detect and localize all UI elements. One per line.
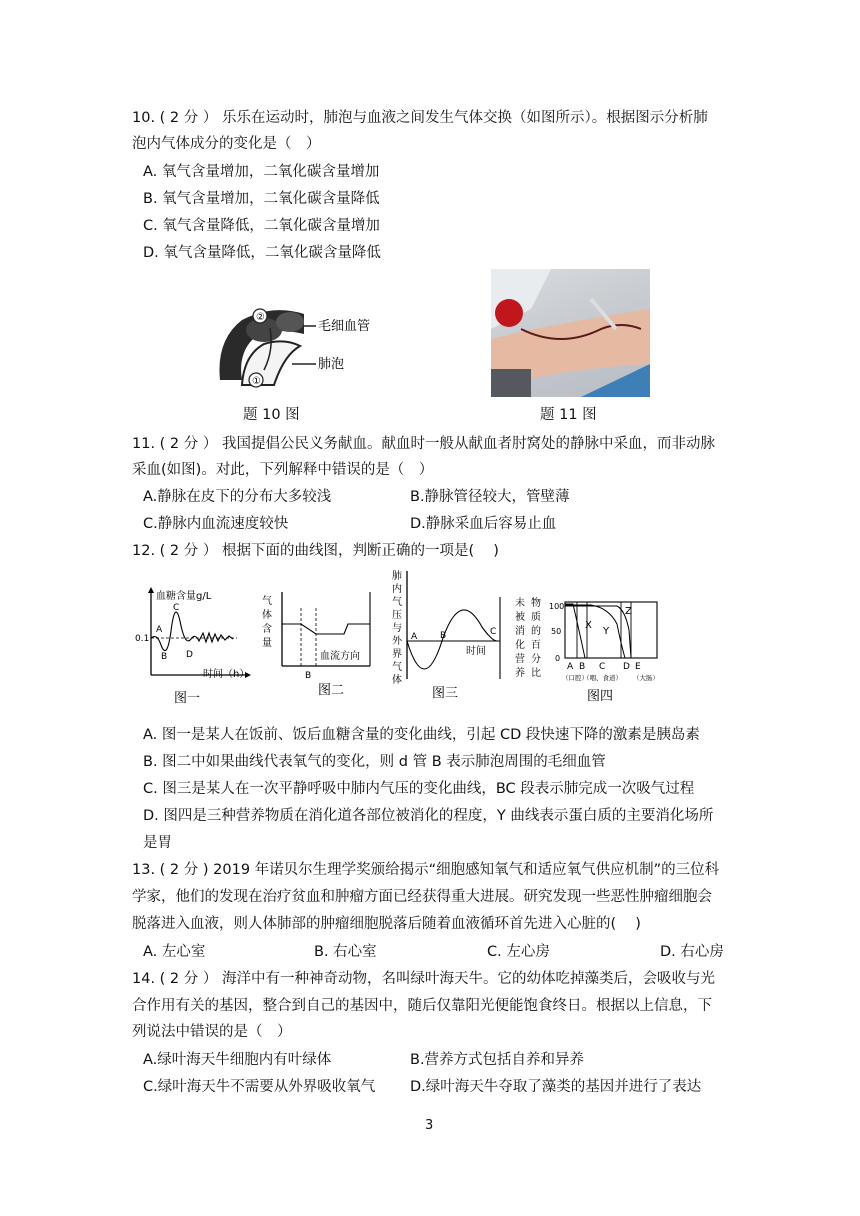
fig3-ylabel-3: 压 (392, 610, 402, 621)
q10-figure-caption: 题 10 图 (243, 407, 300, 423)
q14-option-a: A.绿叶海天牛细胞内有叶绿体 (143, 1052, 332, 1068)
q11-option-c: C.静脉内血流速度较快 (143, 516, 289, 532)
q13-stem-line3: 脱落进入血液，则人体肺部的肿瘤细胞脱落后随着血液循环首先进入心脏的( ) (132, 916, 641, 932)
fig4-yl-0: 未 (515, 598, 525, 609)
fig1-ylabel: 血糖含量g/L (156, 591, 212, 602)
mark-1: ① (252, 376, 261, 387)
q14-stem-line3: 列说法中错误的是（ ） (132, 1024, 292, 1040)
q11-option-d: D.静脉采血后容易止血 (410, 516, 557, 532)
fig1-point-c: C (173, 603, 180, 613)
fig3-point-a: A (411, 632, 418, 642)
fig4-tick-50: 50 (551, 627, 562, 636)
q13-option-b: B. 右心室 (314, 944, 377, 960)
fig4-yr-2: 的 (531, 626, 541, 637)
mark-2: ② (256, 312, 265, 323)
fig4-note-mouth: （口腔） (562, 674, 588, 682)
fig2-point-b: B (305, 671, 312, 681)
fig4-yl-1: 被 (515, 612, 525, 623)
fig4-yr-3: 百 (531, 640, 541, 651)
q10-option-c: C. 氧气含量降低，二氧化碳含量增加 (143, 218, 380, 234)
fig4-caption: 图四 (587, 689, 614, 704)
q12-figure-1 (133, 585, 253, 705)
q13-stem-line2: 学家，他们的发现在治疗贫血和肿瘤方面已经获得重大进展。研究发现一些恶性肿瘤细胞会 (132, 889, 712, 905)
q14-stem-line1: 14. ( 2 分 ） 海洋中有一种神奇动物，名叫绿叶海天牛。它的幼体吃掉藻类后，会吸收与光 (132, 971, 715, 987)
fig3-ylabel-4: 与 (392, 623, 402, 634)
q12-option-b: B. 图二中如果曲线代表氧气的变化，则 d 管 B 表示肺泡周围的毛细血管 (143, 754, 606, 770)
fig4-curve-z: Z (625, 606, 632, 617)
q12-option-a: A. 图一是某人在饭前、饭后血糖含量的变化曲线，引起 CD 段快速下降的激素是胰岛素 (143, 727, 700, 743)
q11-figure-caption: 题 11 图 (540, 407, 597, 423)
fig2-ylabel-3: 量 (262, 638, 272, 649)
fig2-ylabel-0: 气 (262, 596, 272, 607)
fig3-ylabel-5: 外 (392, 636, 402, 647)
fig1-xlabel: 时间（h） (203, 669, 250, 680)
fig2-ylabel-1: 体 (262, 610, 272, 621)
fig4-note-pharynx: （咽、食道） (583, 674, 622, 682)
fig4-yr-1: 质 (531, 612, 541, 623)
fig4-tick-100: 100 (549, 602, 565, 611)
fig4-curve-x: X (585, 620, 592, 631)
q13-option-d: D. 右心房 (660, 944, 724, 960)
fig4-section-c: C (599, 662, 606, 672)
fig4-yr-0: 物 (531, 598, 541, 609)
q10-alveolus-diagram (212, 300, 382, 395)
fig4-yl-2: 消 (515, 626, 525, 637)
fig4-yl-3: 化 (515, 640, 525, 651)
q12-figure-4 (513, 594, 663, 709)
blood-donation-photo (491, 269, 650, 397)
fig1-point-d: D (186, 650, 193, 660)
label-capillary: 毛细血管 (318, 319, 371, 334)
q10-option-b: B. 氧气含量增加，二氧化碳含量降低 (143, 191, 380, 207)
fig3-caption: 图三 (432, 686, 459, 701)
q12-stem-line1: 12. ( 2 分 ） 根据下面的曲线图，判断正确的一项是( ) (132, 543, 499, 559)
q12-figure-3 (390, 567, 505, 705)
q12-option-d-cont: 是胃 (143, 835, 172, 851)
q12-option-c: C. 图三是某人在一次平静呼吸中肺内气压的变化曲线，BC 段表示肺完成一次吸气过程 (143, 781, 695, 797)
fig2-note: 血流方向 (320, 651, 360, 662)
q14-stem-line2: 合作用有关的基因，整合到自己的基因中，随后仅靠阳光便能饱食终日。根据以上信息，下 (132, 998, 712, 1014)
fig3-ylabel-1: 内 (392, 584, 402, 595)
fig3-xlabel: 时间 (466, 646, 486, 657)
fig3-ylabel-7: 气 (392, 662, 402, 673)
page-number: 3 (425, 1118, 434, 1133)
fig4-yl-5: 养 (515, 668, 525, 679)
q13-option-a: A. 左心室 (143, 944, 206, 960)
q10-stem-line1: 10. ( 2 分 ） 乐乐在运动时，肺泡与血液之间发生气体交换（如图所示）。根据图示分析肺 (132, 110, 708, 126)
fig4-section-a: A (567, 662, 574, 672)
q14-option-c: C.绿叶海天牛不需要从外界吸收氧气 (143, 1079, 376, 1095)
fig4-yr-5: 比 (531, 668, 541, 679)
fig1-point-a: A (156, 625, 163, 635)
q10-stem-line2: 泡内气体成分的变化是（ ） (132, 136, 321, 152)
q10-option-d: D. 氧气含量降低，二氧化碳含量降低 (143, 245, 381, 261)
q11-option-a: A.静脉在皮下的分布大多较浅 (143, 489, 332, 505)
fig3-point-c: C (490, 627, 497, 637)
q11-option-b: B.静脉管径较大，管壁薄 (410, 489, 570, 505)
fig1-tick: 0.1 (135, 634, 150, 644)
fig3-ylabel-8: 体 (392, 675, 402, 686)
fig2-caption: 图二 (318, 683, 345, 698)
fig4-yr-4: 分 (531, 654, 541, 665)
q13-option-c: C. 左心房 (487, 944, 550, 960)
q14-option-d: D.绿叶海天牛夺取了藻类的基因并进行了表达 (410, 1079, 702, 1095)
q14-option-b: B.营养方式包括自养和异养 (410, 1052, 585, 1068)
fig1-point-b: B (161, 652, 168, 662)
fig3-ylabel-0: 肺 (392, 571, 402, 582)
fig3-point-b: B (440, 631, 447, 641)
fig4-yl-4: 营 (515, 654, 525, 665)
fig4-section-d: D (623, 662, 630, 672)
q10-option-a: A. 氧气含量增加，二氧化碳含量增加 (143, 164, 380, 180)
fig3-ylabel-6: 界 (392, 649, 402, 660)
fig4-section-b: B (579, 662, 586, 672)
label-alveolus: 肺泡 (318, 357, 345, 372)
fig4-tick-0: 0 (555, 654, 561, 663)
q12-option-d: D. 图四是三种营养物质在消化道各部位被消化的程度，Y 曲线表示蛋白质的主要消化场所 (143, 808, 714, 824)
q12-figure-2 (258, 590, 373, 705)
q13-stem-line1: 13. ( 2 分 ) 2019 年诺贝尔生理学奖颁给揭示“细胞感知氧气和适应氧气供应机制”的三位科 (132, 862, 720, 878)
q11-stem-line2: 采血(如图)。对此，下列解释中错误的是（ ） (132, 462, 434, 478)
fig4-section-e: E (635, 662, 641, 672)
fig4-curve-y: Y (603, 626, 610, 637)
fig1-caption: 图一 (174, 691, 201, 705)
fig2-ylabel-2: 含 (262, 624, 272, 635)
fig3-ylabel-2: 气 (392, 597, 402, 608)
q11-stem-line1: 11. ( 2 分 ） 我国提倡公民义务献血。献血时一般从献血者肘窝处的静脉中采血，而非动脉 (132, 436, 715, 452)
fig4-note-colon: （大肠） (633, 674, 659, 682)
